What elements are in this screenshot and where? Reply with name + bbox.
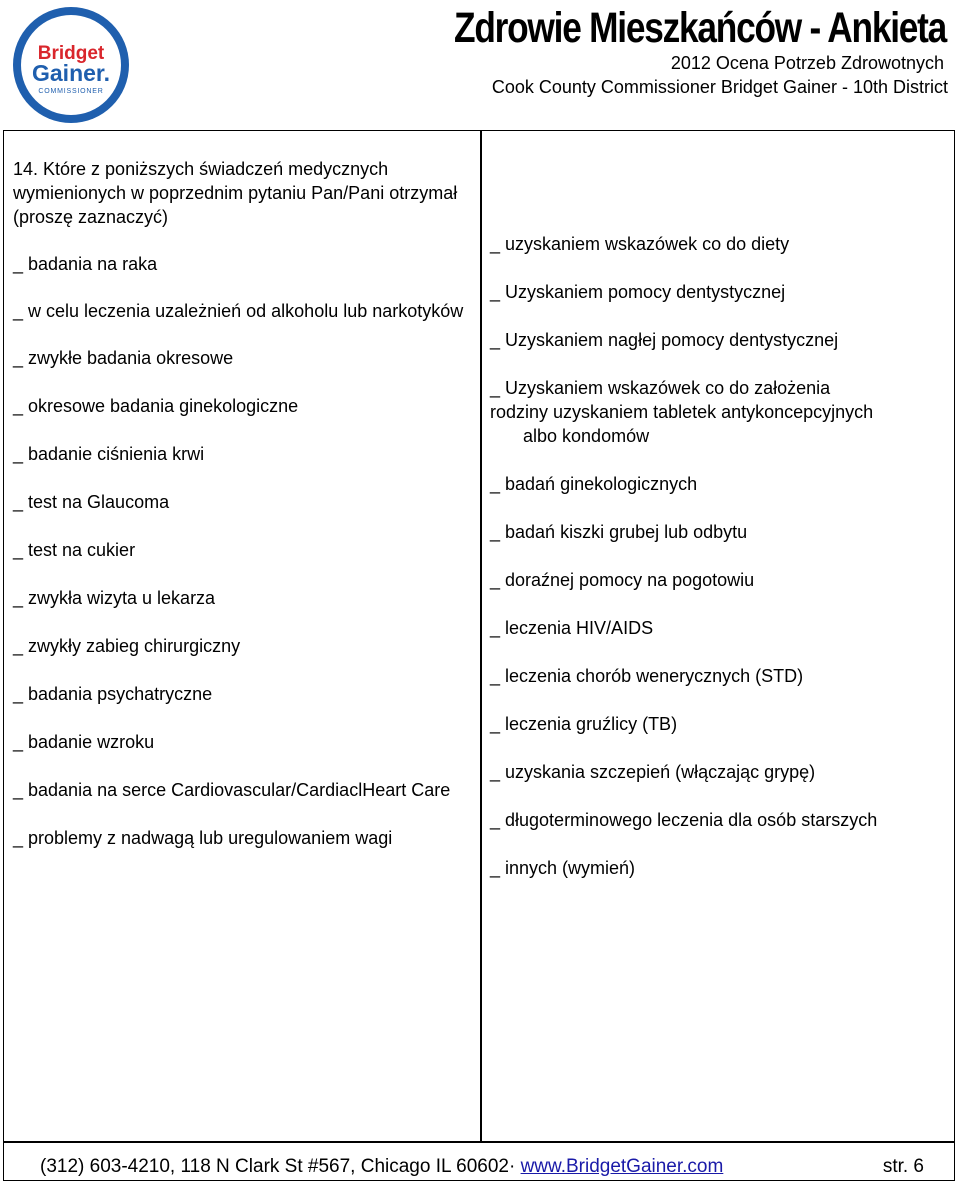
question-text: 14. Które z poniższych świadczeń medycznych wymienionych w poprzednim pytaniu Pan/Pani otrzymał (proszę zaznaczyć) bbox=[13, 159, 458, 227]
list-item: _ Uzyskaniem pomocy dentystycznej bbox=[490, 282, 786, 302]
page-number: str. 6 bbox=[882, 1156, 924, 1177]
list-item: _ zwykłe badania okresowe bbox=[13, 348, 234, 368]
logo-line1: Bridget bbox=[37, 43, 105, 64]
list-item: _ leczenia gruźlicy (TB) bbox=[490, 714, 678, 734]
list-item: _ uzyskania szczepień (włączając grypę) bbox=[490, 762, 816, 782]
footer-divider bbox=[3, 1141, 955, 1143]
page-subtitle-district: Cook County Commissioner Bridget Gainer - 10th District bbox=[491, 77, 948, 97]
page-footer bbox=[40, 1156, 924, 1178]
page-header bbox=[0, 0, 960, 128]
list-item: _ uzyskaniem wskazówek co do diety bbox=[490, 234, 790, 254]
list-item: _ test na cukier bbox=[13, 540, 136, 560]
right-column bbox=[490, 232, 950, 880]
left-column bbox=[13, 157, 475, 850]
bridget-gainer-logo bbox=[8, 4, 134, 126]
list-item: _ badania psychatryczne bbox=[13, 684, 213, 704]
list-item: _ okresowe badania ginekologiczne bbox=[13, 396, 299, 416]
page-title: Zdrowie Mieszkańców - Ankieta bbox=[453, 4, 946, 52]
list-item: _ Uzyskaniem wskazówek co do założenia bbox=[490, 378, 831, 398]
footer-contact: (312) 603-4210, 118 N Clark St #567, Chicago IL 60602· bbox=[40, 1156, 516, 1177]
list-item: _ doraźnej pomocy na pogotowiu bbox=[490, 570, 755, 590]
list-item: _ badań kiszki grubej lub odbytu bbox=[490, 522, 748, 542]
list-item-continuation: albo kondomów bbox=[523, 426, 650, 446]
list-item: _ leczenia chorób wenerycznych (STD) bbox=[490, 666, 804, 686]
website-link[interactable]: www.BridgetGainer.com bbox=[520, 1156, 724, 1177]
list-item: _ badania na raka bbox=[13, 254, 158, 274]
list-item: _ problemy z nadwagą lub uregulowaniem wagi bbox=[13, 828, 393, 848]
list-item: _ w celu leczenia uzależnień od alkoholu lub narkotyków bbox=[13, 301, 464, 321]
list-item: _ badań ginekologicznych bbox=[490, 474, 698, 494]
list-item: _ badania na serce Cardiovascular/CardiaclHeart Care bbox=[13, 780, 451, 800]
logo-line2: Gainer. bbox=[32, 60, 110, 86]
list-item: _ zwykła wizyta u lekarza bbox=[13, 588, 216, 608]
column-divider bbox=[480, 130, 482, 1141]
list-item: _ badanie ciśnienia krwi bbox=[13, 444, 205, 464]
list-item-continuation: rodziny uzyskaniem tabletek antykoncepcyjnych bbox=[490, 402, 874, 422]
logo-line3: COMMISSIONER bbox=[38, 88, 104, 95]
list-item: _ badanie wzroku bbox=[13, 732, 155, 752]
list-item: _ leczenia HIV/AIDS bbox=[490, 618, 654, 638]
page-subtitle: 2012 Ocena Potrzeb Zdrowotnych bbox=[670, 53, 944, 73]
list-item: _ innych (wymień) bbox=[490, 858, 636, 878]
list-item: _ długoterminowego leczenia dla osób starszych bbox=[490, 810, 878, 830]
list-item: _ Uzyskaniem nagłej pomocy dentystycznej bbox=[490, 330, 839, 350]
list-item: _ test na Glaucoma bbox=[13, 492, 170, 512]
list-item: _ zwykły zabieg chirurgiczny bbox=[13, 636, 241, 656]
